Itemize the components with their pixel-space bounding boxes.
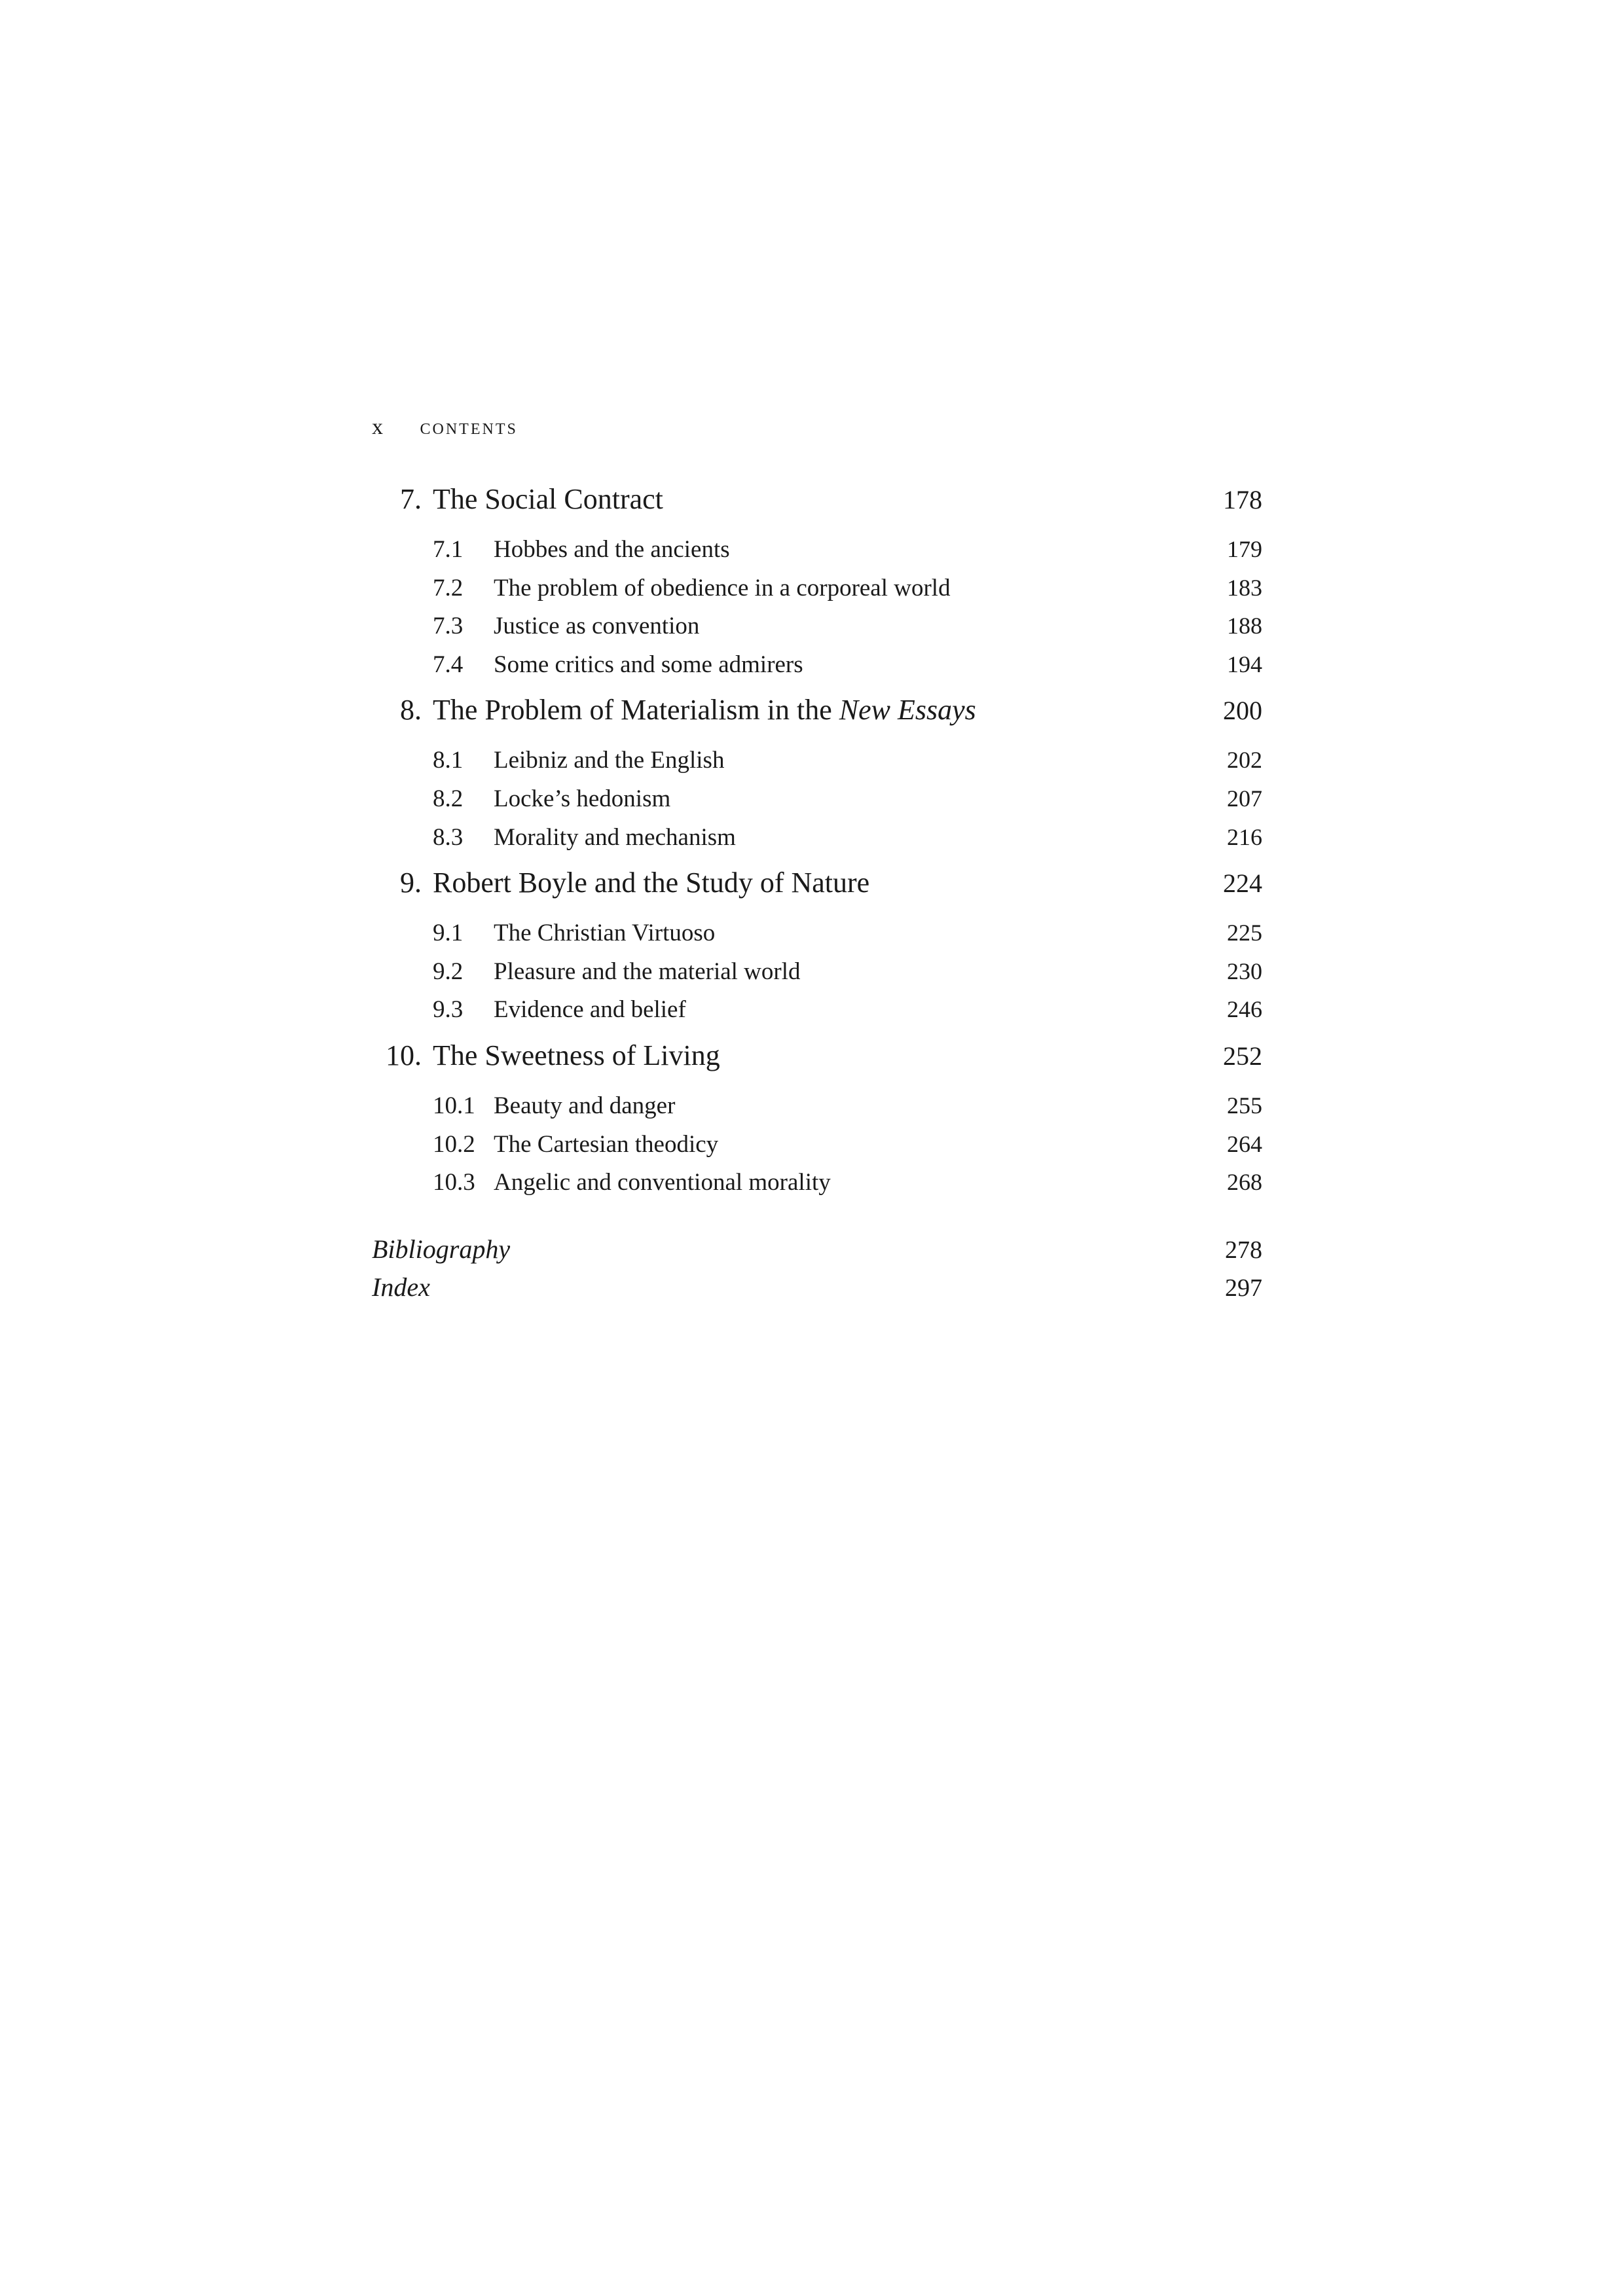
section-number: 9.3 bbox=[433, 996, 464, 1024]
section-page: 179 bbox=[1227, 536, 1262, 562]
toc-section[interactable] bbox=[372, 1163, 1262, 1202]
section-number: 9.2 bbox=[433, 958, 464, 985]
chapter-page: 224 bbox=[1223, 869, 1262, 899]
toc-section[interactable] bbox=[372, 780, 1262, 818]
section-page: 188 bbox=[1227, 613, 1262, 639]
section-title: Justice as convention bbox=[494, 613, 700, 640]
section-number: 7.2 bbox=[433, 574, 464, 601]
toc-section[interactable] bbox=[372, 1086, 1262, 1125]
section-page: 264 bbox=[1227, 1130, 1262, 1157]
toc-section[interactable] bbox=[372, 607, 1262, 645]
section-title: Hobbes and the ancients bbox=[494, 536, 730, 563]
running-head-title: contents bbox=[420, 415, 518, 439]
section-number: 8.3 bbox=[433, 823, 464, 851]
toc-back-matter[interactable] bbox=[372, 1268, 1262, 1306]
chapter-title: The Problem of Materialism in the bbox=[433, 694, 832, 726]
section-number: 10.1 bbox=[433, 1092, 475, 1119]
toc-chapter[interactable] bbox=[372, 864, 1262, 902]
toc-chapter[interactable] bbox=[372, 480, 1262, 518]
section-page: 230 bbox=[1227, 958, 1262, 984]
section-page: 225 bbox=[1227, 920, 1262, 946]
section-title: The Cartesian theodicy bbox=[494, 1130, 719, 1158]
toc-section[interactable] bbox=[372, 569, 1262, 607]
toc-chapter[interactable] bbox=[372, 691, 1262, 729]
section-title: Leibniz and the English bbox=[494, 747, 725, 774]
chapter-page: 178 bbox=[1223, 485, 1262, 514]
chapter-number: 8. bbox=[400, 694, 422, 726]
toc-section[interactable] bbox=[372, 1125, 1262, 1164]
toc-section[interactable] bbox=[372, 530, 1262, 569]
toc-section[interactable] bbox=[372, 741, 1262, 780]
chapter-page: 200 bbox=[1223, 696, 1262, 726]
back-matter-page: 297 bbox=[1225, 1274, 1262, 1302]
section-number: 7.1 bbox=[433, 536, 464, 563]
chapter-title: The Social Contract bbox=[433, 483, 663, 515]
section-title: Evidence and belief bbox=[494, 996, 686, 1024]
chapter-title-italic: New Essays bbox=[839, 694, 976, 726]
section-title: Pleasure and the material world bbox=[494, 958, 801, 985]
chapter-title: The Sweetness of Living bbox=[433, 1039, 720, 1071]
section-page: 246 bbox=[1227, 996, 1262, 1023]
toc-chapter[interactable] bbox=[372, 1037, 1262, 1075]
section-page: 194 bbox=[1227, 651, 1262, 677]
section-title: Locke’s hedonism bbox=[494, 785, 671, 812]
section-page: 202 bbox=[1227, 747, 1262, 774]
section-title: The Christian Virtuoso bbox=[494, 920, 716, 947]
section-number: 10.2 bbox=[433, 1130, 475, 1158]
back-matter-title: Bibliography bbox=[372, 1234, 511, 1264]
section-number: 7.3 bbox=[433, 613, 464, 640]
table-of-contents bbox=[372, 480, 1262, 1306]
chapter-number: 7. bbox=[400, 483, 422, 515]
page-folio: x bbox=[372, 415, 385, 439]
section-title: Some critics and some admirers bbox=[494, 651, 803, 678]
running-head bbox=[372, 416, 518, 439]
section-number: 8.1 bbox=[433, 747, 464, 774]
section-number: 8.2 bbox=[433, 785, 464, 812]
section-page: 216 bbox=[1227, 823, 1262, 850]
chapter-title: Robert Boyle and the Study of Nature bbox=[433, 867, 870, 899]
chapter-number: 9. bbox=[400, 867, 422, 899]
back-matter-title: Index bbox=[372, 1272, 430, 1302]
section-number: 10.3 bbox=[433, 1169, 475, 1196]
toc-section[interactable] bbox=[372, 952, 1262, 991]
section-page: 207 bbox=[1227, 785, 1262, 812]
section-title: The problem of obedience in a corporeal world bbox=[494, 574, 951, 601]
section-title: Angelic and conventional morality bbox=[494, 1169, 831, 1196]
back-matter-page: 278 bbox=[1225, 1236, 1262, 1264]
section-page: 268 bbox=[1227, 1169, 1262, 1196]
toc-section[interactable] bbox=[372, 990, 1262, 1029]
section-page: 183 bbox=[1227, 574, 1262, 601]
toc-back-matter[interactable] bbox=[372, 1230, 1262, 1268]
toc-section[interactable] bbox=[372, 914, 1262, 952]
section-number: 9.1 bbox=[433, 920, 464, 947]
section-title: Morality and mechanism bbox=[494, 823, 736, 851]
chapter-page: 252 bbox=[1223, 1041, 1262, 1071]
section-number: 7.4 bbox=[433, 651, 464, 678]
toc-section[interactable] bbox=[372, 818, 1262, 857]
chapter-number: 10. bbox=[386, 1039, 422, 1071]
section-page: 255 bbox=[1227, 1092, 1262, 1119]
toc-section[interactable] bbox=[372, 645, 1262, 684]
section-title: Beauty and danger bbox=[494, 1092, 676, 1119]
